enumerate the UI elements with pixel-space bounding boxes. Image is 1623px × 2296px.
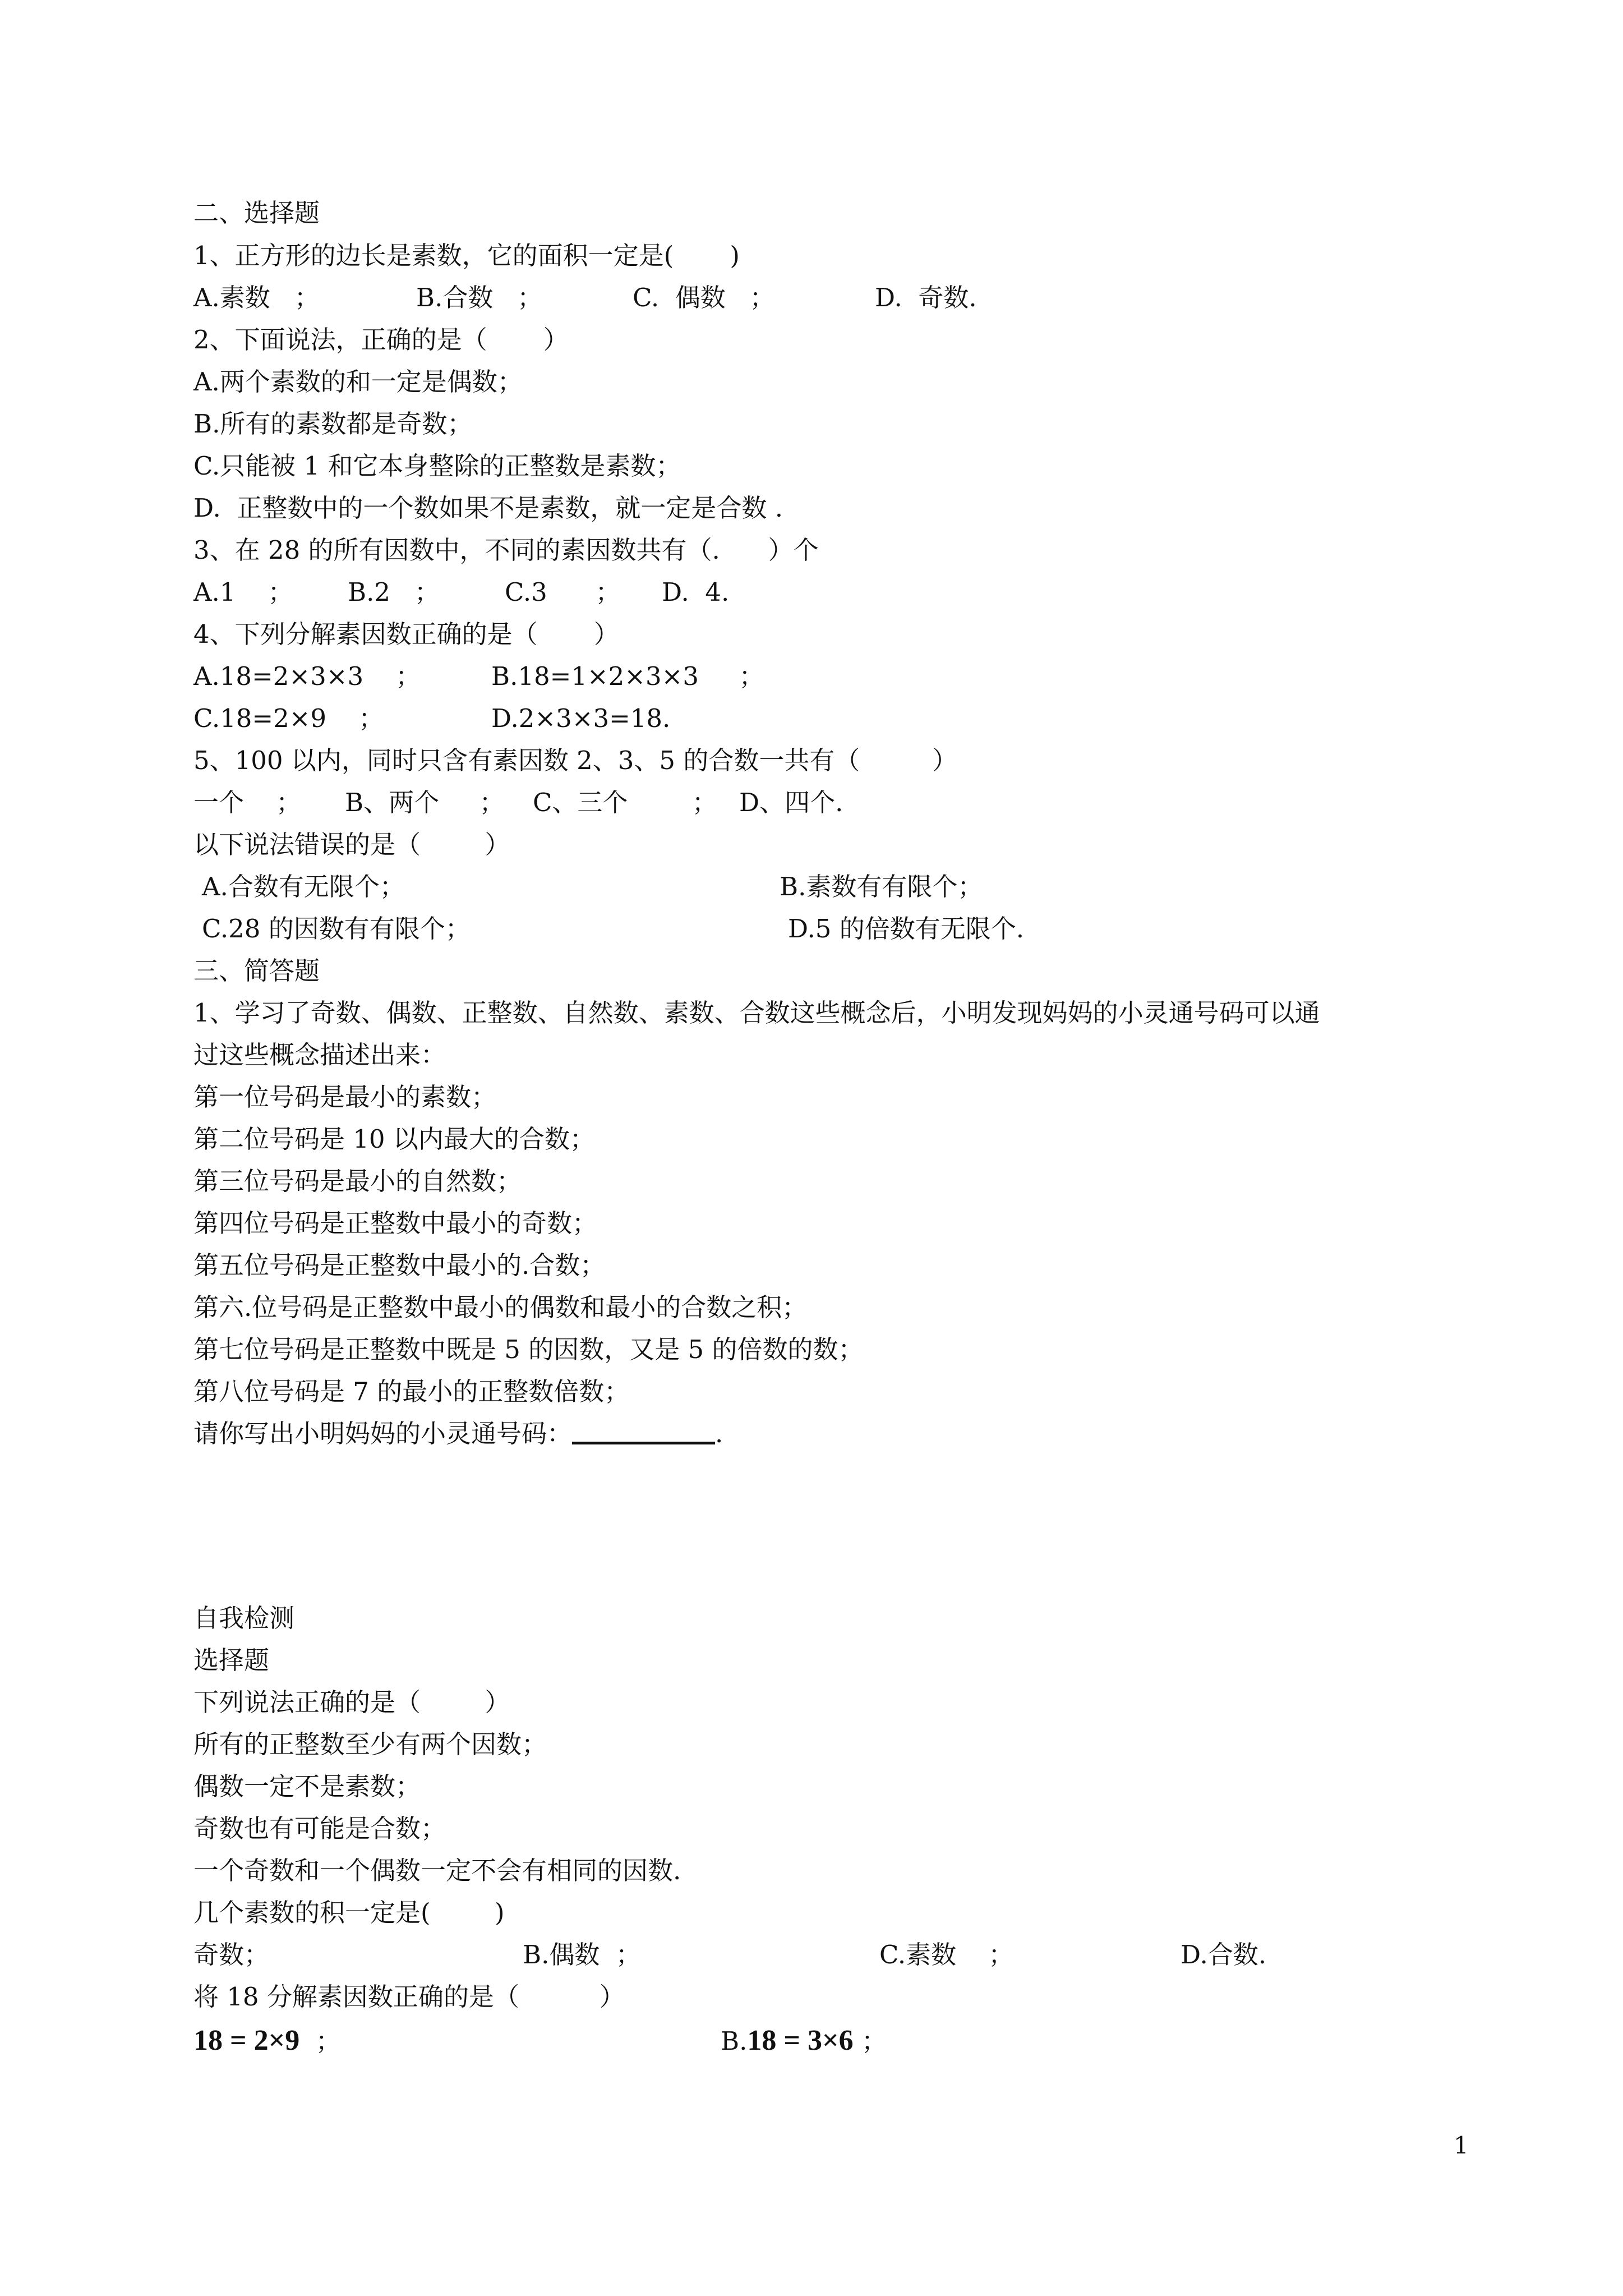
answer-blank[interactable]: [572, 1419, 715, 1444]
clue-3: 第三位号码是最小的自然数；: [193, 1166, 522, 1196]
q3-option-b: B.2 ；: [348, 577, 440, 607]
sc-q2-option-b: B.偶数 ；: [523, 1940, 641, 1970]
q5-option-b: B、两个 ；: [345, 788, 505, 817]
section2-heading: 二、选择题: [193, 198, 320, 228]
q1-option-d: D. 奇数.: [875, 283, 977, 312]
q6-option-d: D.5 的倍数有无限个.: [788, 914, 1025, 944]
sc-q3-option-b-math: 18 = 3×6: [747, 2024, 854, 2056]
clue-7: 第七位号码是正整数中既是 5 的因数，又是 5 的倍数的数；: [193, 1335, 864, 1364]
sc-q3-option-a: [193, 2025, 341, 2057]
q6-option-a: A.合数有无限个；: [202, 872, 405, 901]
q5-option-d: D、四个.: [739, 788, 843, 817]
clue-5: 第五位号码是正整数中最小的.合数；: [193, 1250, 606, 1280]
sc-q3-option-b-prefix: B.: [721, 2026, 748, 2056]
q2-option-a: A.两个素数的和一定是偶数；: [193, 367, 523, 397]
q6-option-b: B.素数有有限个；: [780, 872, 983, 901]
q6-stem: 以下说法错误的是（ ）: [193, 830, 510, 859]
q1-option-c: C. 偶数 ；: [633, 283, 775, 312]
answer-end: .: [715, 1419, 723, 1448]
answer-line: [193, 1418, 723, 1450]
section3-intro-line2: 过这些概念描述出来：: [193, 1040, 446, 1070]
q1-option-b: B.合数 ；: [416, 283, 543, 312]
q4-stem: 4、下列分解素因数正确的是（ ）: [193, 619, 619, 649]
sc-q2-stem: 几个素数的积一定是( ): [193, 1898, 505, 1927]
sc-q1-option-c: 奇数也有可能是合数；: [193, 1814, 446, 1843]
clue-1: 第一位号码是最小的素数；: [193, 1082, 497, 1112]
q2-option-d: D. 正整数中的一个数如果不是素数，就一定是合数 .: [193, 493, 783, 523]
sc-q3-option-a-math: 18 = 2×9: [193, 2024, 300, 2056]
sc-q1-stem: 下列说法正确的是（ ）: [193, 1687, 510, 1717]
section3-intro-line1: 1、学习了奇数、偶数、正整数、自然数、素数、合数这些概念后，小明发现妈妈的小灵通号码可以通: [193, 998, 1320, 1028]
q5-option-c: C、三个 ；: [533, 788, 717, 817]
selfcheck-heading: 自我检测: [193, 1603, 295, 1633]
q2-option-b: B.所有的素数都是奇数；: [193, 409, 473, 439]
q2-stem: 2、下面说法，正确的是（ ）: [193, 325, 569, 355]
selfcheck-subheading: 选择题: [193, 1645, 270, 1675]
clue-6: 第六.位号码是正整数中最小的偶数和最小的合数之积；: [193, 1292, 808, 1322]
sc-q2-option-c: C.素数 ；: [879, 1940, 1014, 1970]
sc-q1-option-d: 一个奇数和一个偶数一定不会有相同的因数.: [193, 1856, 681, 1885]
page-number: 1: [1454, 2132, 1469, 2159]
q3-option-d: D. 4.: [662, 577, 730, 607]
q3-stem: 3、在 28 的所有因数中，不同的素因数共有（. ）个: [193, 535, 819, 565]
q5-option-a: 一个 ；: [193, 788, 302, 817]
q3-option-a: A.1 ；: [193, 577, 293, 607]
sc-q2-option-a: 奇数；: [193, 1940, 270, 1970]
q1-stem: 1、正方形的边长是素数，它的面积一定是( ): [193, 241, 740, 270]
q4-option-a: A.18=2×3×3 ；: [193, 661, 421, 691]
sc-q3-option-a-tail: ；: [299, 2026, 341, 2056]
sc-q2-option-d: D.合数.: [1181, 1940, 1267, 1970]
q2-option-c: C.只能被 1 和它本身整除的正整数是素数；: [193, 451, 681, 481]
q4-option-c: C.18=2×9 ；: [193, 703, 384, 733]
clue-8: 第八位号码是 7 的最小的正整数倍数；: [193, 1377, 630, 1406]
sc-q3-option-b: [721, 2025, 887, 2057]
q4-option-d: D.2×3×3=18.: [491, 703, 671, 733]
answer-prompt: 请你写出小明妈妈的小灵通号码：: [193, 1419, 573, 1448]
q5-stem: 5、100 以内，同时只含有素因数 2、3、5 的合数一共有（ ）: [193, 746, 958, 775]
q3-option-c: C.3 ；: [505, 577, 621, 607]
section3-heading: 三、简答题: [193, 956, 320, 986]
sc-q3-stem: 将 18 分解素因数正确的是（ ）: [193, 1982, 625, 2012]
q6-option-c: C.28 的因数有有限个；: [202, 914, 471, 944]
q4-option-b: B.18=1×2×3×3 ；: [491, 661, 764, 691]
q1-option-a: A.素数 ；: [193, 283, 320, 312]
clue-4: 第四位号码是正整数中最小的奇数；: [193, 1208, 598, 1238]
clue-2: 第二位号码是 10 以内最大的合数；: [193, 1124, 595, 1154]
sc-q1-option-b: 偶数一定不是素数；: [193, 1772, 421, 1801]
sc-q3-option-b-tail: ；: [853, 2026, 887, 2056]
sc-q1-option-a: 所有的正整数至少有两个因数；: [193, 1729, 547, 1759]
